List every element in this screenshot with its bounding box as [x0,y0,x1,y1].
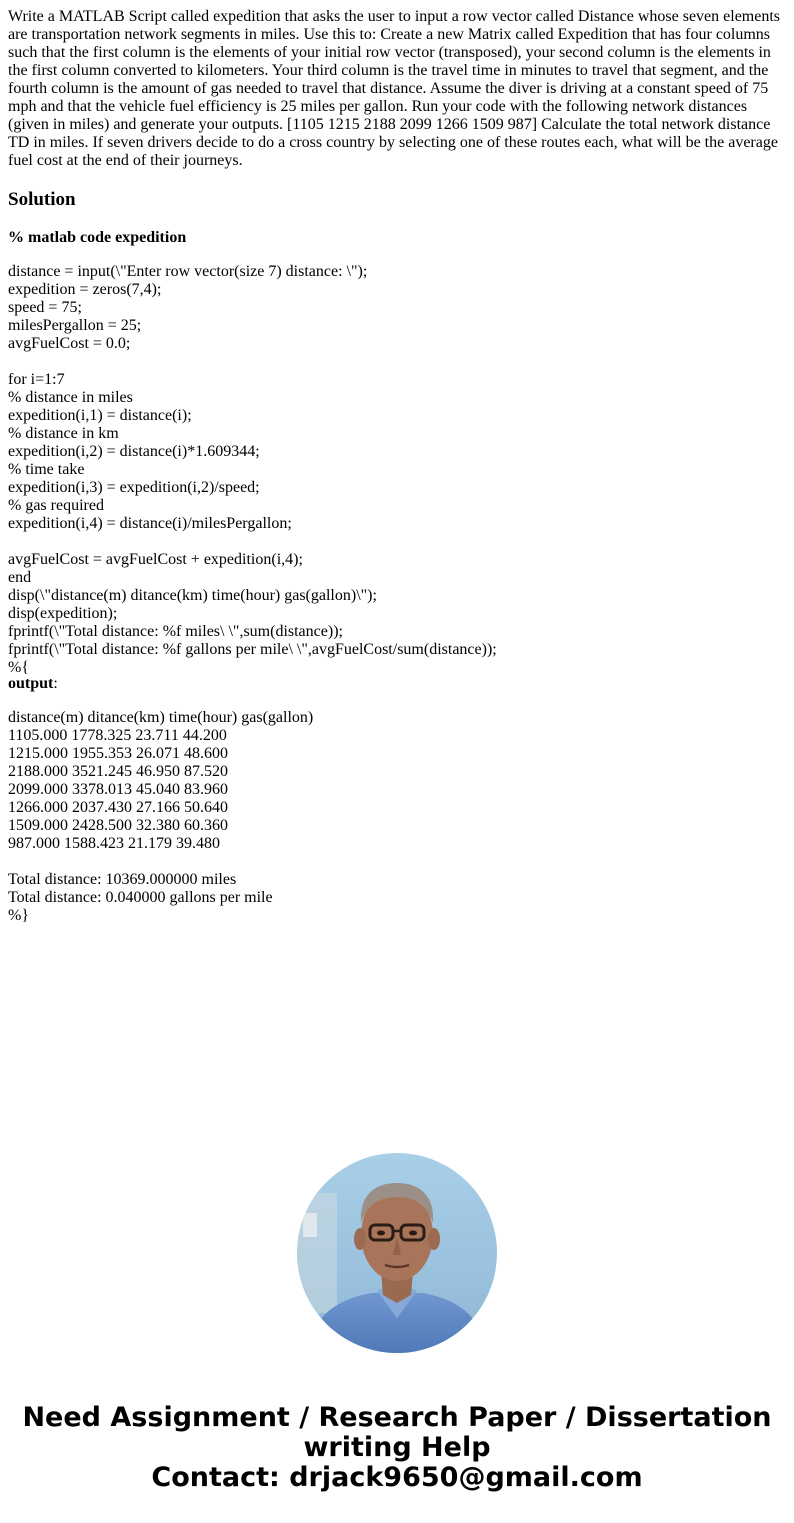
contact-banner [0,1403,794,1493]
code-line: disp(\"distance(m) ditance(km) time(hour) gas(gallon)\"); [8,587,377,604]
code-line: %{ [8,659,30,676]
banner-line-1: Need Assignment / Research Paper / Dissertation [22,1402,772,1433]
output-line: 1509.000 2428.500 32.380 60.360 [8,817,228,834]
output-line: 1215.000 1955.353 26.071 48.600 [8,745,228,762]
code-line: disp(expedition); [8,605,118,622]
output-line: 2188.000 3521.245 46.950 87.520 [8,763,228,780]
code-line: end [8,569,32,586]
code-line: fprintf(\"Total distance: %f gallons per mile\ \",avgFuelCost/sum(distance)); [8,641,497,658]
code-line: avgFuelCost = 0.0; [8,335,131,352]
code-line [8,353,497,371]
code-line [8,533,497,551]
code-line: % gas required [8,497,104,514]
banner-line-2: writing Help [303,1432,491,1463]
code-line: expedition(i,2) = distance(i)*1.609344; [8,443,260,460]
code-line: % distance in miles [8,389,133,406]
output-line: 987.000 1588.423 21.179 39.480 [8,835,220,852]
output-label [8,675,58,693]
code-line: expedition(i,1) = distance(i); [8,407,192,424]
output-line: Total distance: 10369.000000 miles [8,871,237,888]
question-text: Write a MATLAB Script called expedition that asks the user to input a row vector called Distance whose seven elements are transportation network segments in miles. Use this to: Create a new Matrix called Expedition that has four columns such that the first column is the elements of your initial row vector (transposed), your second column is the elements in the first column converted to kilometers. Your third column is the travel time in minutes to travel that segment, and the fourth column is the amount of gas needed to travel that distance. Assume the diver is driving at a constant speed of 75 mph and that the vehicle fuel efficiency is 25 miles per gallon. Run your code with the following network distances (given in miles) and generate your outputs. [1105 1215 2188 2099 1266 1509 987] Calculate the total network distance TD in miles. If seven drivers decide to do a cross country by selecting one of these routes each, what will be the average fuel cost at the end of their journeys. [8,8,781,169]
code-line: % distance in km [8,425,119,442]
output-label-text: output [8,675,54,692]
code-block [8,263,497,677]
output-label-colon: : [53,675,58,692]
banner-line-3: Contact: drjack9650@gmail.com [151,1462,643,1493]
code-line: expedition = zeros(7,4); [8,281,162,298]
code-line: expedition(i,4) = distance(i)/milesPergallon; [8,515,292,532]
output-line: distance(m) ditance(km) time(hour) gas(gallon) [8,709,314,726]
code-line: speed = 75; [8,299,82,316]
output-line: %} [8,907,30,924]
output-line [8,853,313,871]
code-line: fprintf(\"Total distance: %f miles\ \",sum(distance)); [8,623,343,640]
code-line: for i=1:7 [8,371,65,388]
code-line: milesPergallon = 25; [8,317,142,334]
output-line: 2099.000 3378.013 45.040 83.960 [8,781,228,798]
code-title: % matlab code expedition [8,229,187,246]
code-line: % time take [8,461,85,478]
output-line: 1105.000 1778.325 23.711 44.200 [8,727,227,744]
author-avatar-photo [297,1153,497,1353]
output-line: 1266.000 2037.430 27.166 50.640 [8,799,228,816]
author-portrait-image [297,1153,497,1353]
output-line: Total distance: 0.040000 gallons per mile [8,889,273,906]
output-block [8,709,313,925]
code-line: distance = input(\"Enter row vector(size 7) distance: \"); [8,263,368,280]
code-line: expedition(i,3) = expedition(i,2)/speed; [8,479,260,496]
solution-heading: Solution [8,189,76,210]
code-line: avgFuelCost = avgFuelCost + expedition(i,4); [8,551,303,568]
